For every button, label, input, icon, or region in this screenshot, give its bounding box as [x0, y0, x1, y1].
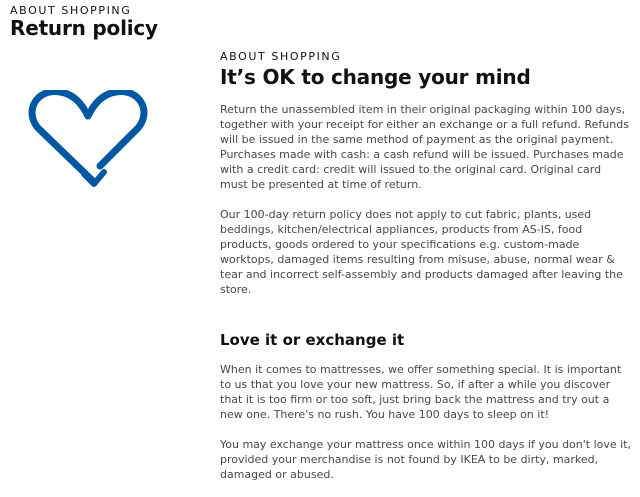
page-title: Return policy	[10, 16, 158, 40]
section-title: It’s OK to change your mind	[220, 65, 531, 89]
heart-outline-path	[32, 92, 144, 182]
exchange-paragraph: You may exchange your mattress once within 100 days if you don't love it, provided your merchandise is not found by IKEA to be dirty, marked, damaged or abused.	[220, 438, 632, 481]
return-window-paragraph: Return the unassembled item in their original packaging within 100 days, together with your receipt for either an exchange or a full refund. Refunds will be issued in the same method of payment as the original payment. Purchases made with cash: a cash refund will be issued. Purchases made with a credit card: credit will issued to the original card. Original card must be presented at time of return.	[220, 103, 629, 191]
mattress-paragraph: When it comes to mattresses, we offer something special. It is important to us that you love your new mattress. So, if after a while you discover that it is too firm or too soft, just bring back the mattress and try out a new one. There's no rush. You have 100 days to sleep on it!	[220, 363, 622, 421]
page-eyebrow: ABOUT SHOPPING	[10, 4, 132, 17]
heart-illustration	[28, 90, 178, 200]
exclusions-paragraph: Our 100-day return policy does not apply to cut fabric, plants, used beddings, kitchen/electrical appliances, products from AS-IS, food products, goods ordered to your specifications e.g. custom-made worktops, damaged items resulting from misuse, abuse, normal wear & tear and incorrect self-assembly and products damaged after leaving the store.	[220, 208, 623, 296]
subsection-title: Love it or exchange it	[220, 331, 405, 349]
section-eyebrow: ABOUT SHOPPING	[220, 50, 342, 63]
return-policy-content	[220, 50, 632, 497]
heart-arrow-icon	[28, 90, 178, 200]
